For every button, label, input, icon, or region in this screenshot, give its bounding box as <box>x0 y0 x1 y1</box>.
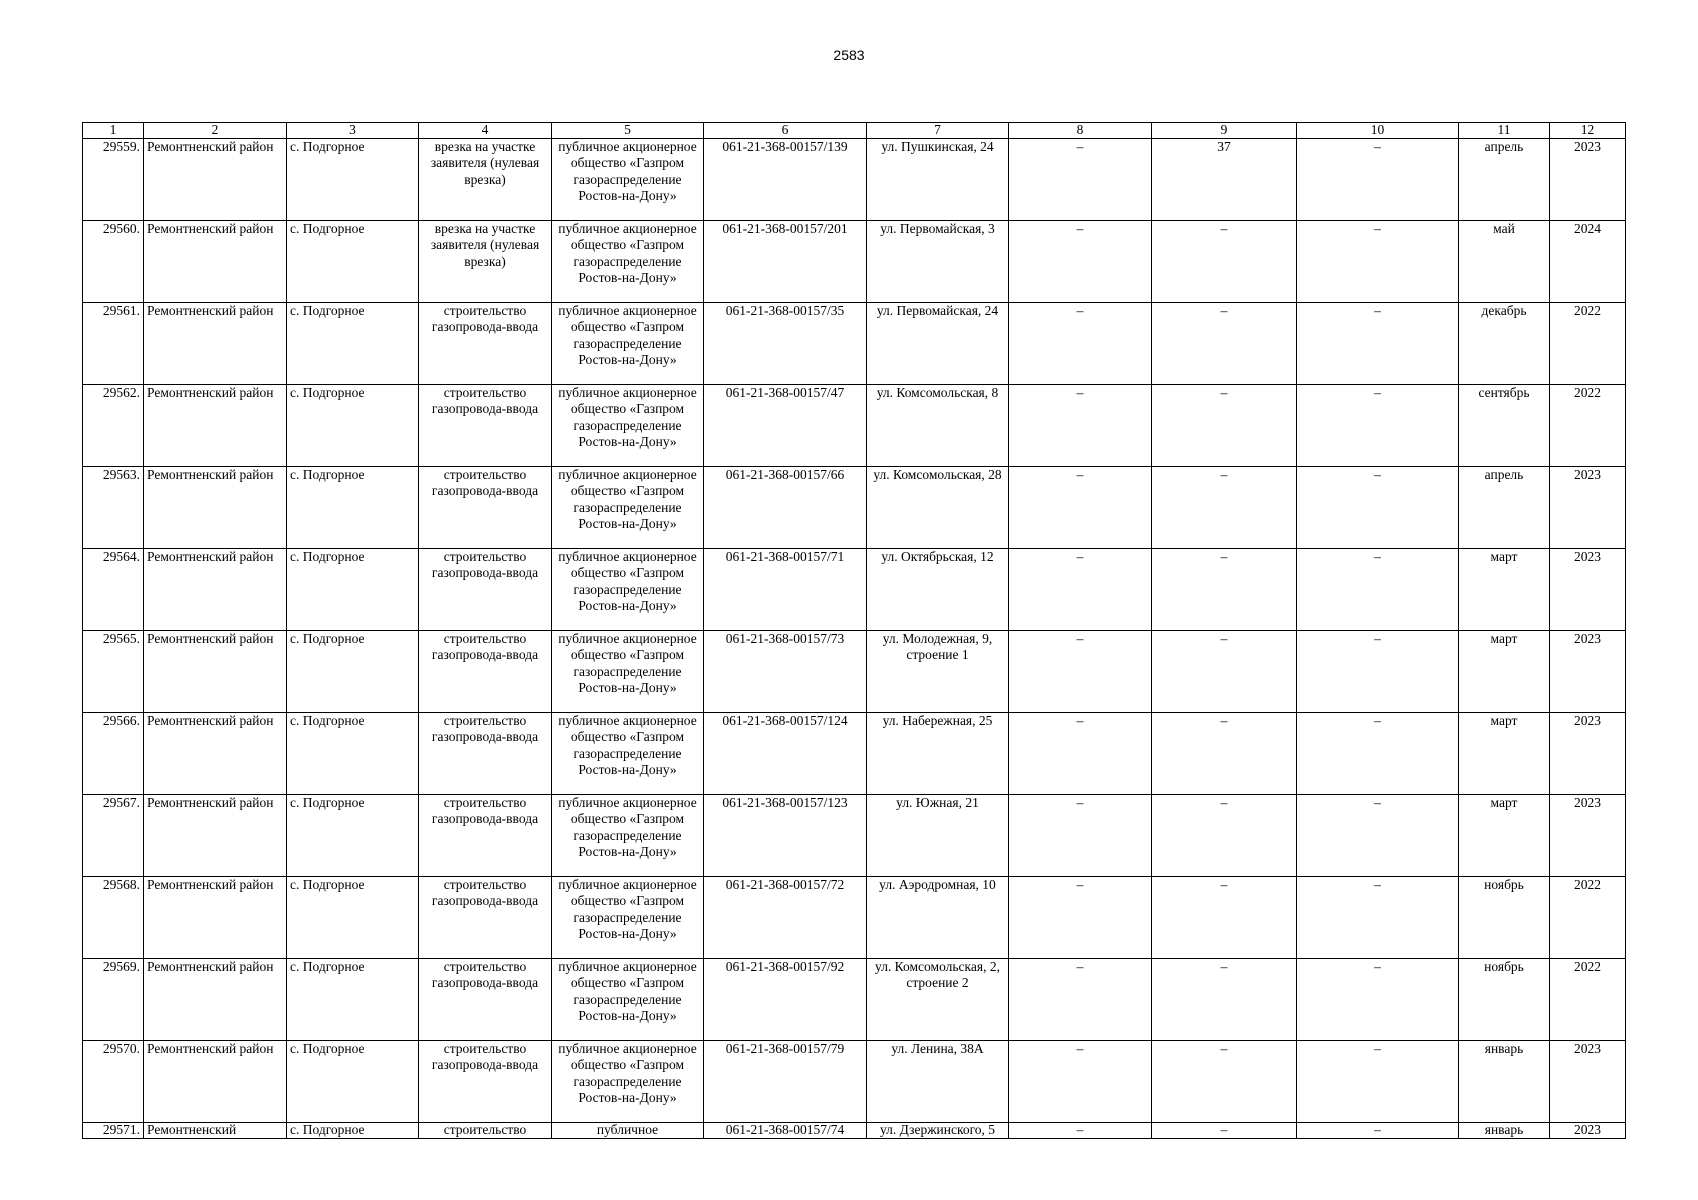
row-number: 29566. <box>83 713 144 795</box>
permit-number-cell: 061-21-368-00157/71 <box>704 549 867 631</box>
year-cell: 2023 <box>1550 549 1626 631</box>
column-10-cell: – <box>1297 1123 1459 1139</box>
column-9-cell: – <box>1152 1041 1297 1123</box>
column-10-cell: – <box>1297 631 1459 713</box>
column-number: 8 <box>1009 123 1152 139</box>
settlement-cell: с. Подгорное <box>287 549 419 631</box>
year-cell: 2023 <box>1550 1123 1626 1139</box>
district-cell: Ремонтненский район <box>144 877 287 959</box>
district-cell: Ремонтненский район <box>144 549 287 631</box>
address-cell: ул. Комсомольская, 8 <box>867 385 1009 467</box>
settlement-cell: с. Подгорное <box>287 139 419 221</box>
column-10-cell: – <box>1297 385 1459 467</box>
column-10-cell: – <box>1297 139 1459 221</box>
row-number: 29560. <box>83 221 144 303</box>
month-cell: апрель <box>1459 467 1550 549</box>
permit-number-cell: 061-21-368-00157/79 <box>704 1041 867 1123</box>
work-type-cell: строительство газопровода-ввода <box>419 303 552 385</box>
work-type-cell: строительство газопровода-ввода <box>419 713 552 795</box>
address-cell: ул. Набережная, 25 <box>867 713 1009 795</box>
work-type-cell: врезка на участке заявителя (нулевая врезка) <box>419 221 552 303</box>
column-8-cell: – <box>1009 467 1152 549</box>
table-row <box>83 467 1626 549</box>
month-cell: январь <box>1459 1041 1550 1123</box>
address-cell: ул. Южная, 21 <box>867 795 1009 877</box>
district-cell: Ремонтненский район <box>144 959 287 1041</box>
organization-cell: публичное акционерное общество «Газпром газораспределение Ростов-на-Дону» <box>552 1041 704 1123</box>
row-number: 29562. <box>83 385 144 467</box>
row-number: 29567. <box>83 795 144 877</box>
page-number: 2583 <box>833 47 865 63</box>
address-cell: ул. Октябрьская, 12 <box>867 549 1009 631</box>
column-8-cell: – <box>1009 959 1152 1041</box>
work-type-cell: врезка на участке заявителя (нулевая врезка) <box>419 139 552 221</box>
column-10-cell: – <box>1297 303 1459 385</box>
district-cell: Ремонтненский район <box>144 385 287 467</box>
table-row <box>83 1041 1626 1123</box>
table-row <box>83 877 1626 959</box>
work-type-cell: строительство газопровода-ввода <box>419 385 552 467</box>
column-9-cell: – <box>1152 221 1297 303</box>
column-10-cell: – <box>1297 959 1459 1041</box>
organization-cell: публичное <box>552 1123 704 1139</box>
table-row <box>83 549 1626 631</box>
column-10-cell: – <box>1297 713 1459 795</box>
settlement-cell: с. Подгорное <box>287 877 419 959</box>
work-type-cell: строительство газопровода-ввода <box>419 795 552 877</box>
work-type-cell: строительство газопровода-ввода <box>419 631 552 713</box>
permit-number-cell: 061-21-368-00157/201 <box>704 221 867 303</box>
table-row <box>83 1123 1626 1139</box>
month-cell: март <box>1459 713 1550 795</box>
column-number: 4 <box>419 123 552 139</box>
year-cell: 2022 <box>1550 877 1626 959</box>
column-9-cell: – <box>1152 1123 1297 1139</box>
address-cell: ул. Комсомольская, 2, строение 2 <box>867 959 1009 1041</box>
settlement-cell: с. Подгорное <box>287 795 419 877</box>
month-cell: январь <box>1459 1123 1550 1139</box>
column-number: 10 <box>1297 123 1459 139</box>
row-number: 29571. <box>83 1123 144 1139</box>
settlement-cell: с. Подгорное <box>287 1123 419 1139</box>
address-cell: ул. Аэродромная, 10 <box>867 877 1009 959</box>
settlement-cell: с. Подгорное <box>287 221 419 303</box>
month-cell: ноябрь <box>1459 877 1550 959</box>
row-number: 29568. <box>83 877 144 959</box>
permit-number-cell: 061-21-368-00157/123 <box>704 795 867 877</box>
organization-cell: публичное акционерное общество «Газпром газораспределение Ростов-на-Дону» <box>552 385 704 467</box>
year-cell: 2023 <box>1550 467 1626 549</box>
column-9-cell: – <box>1152 959 1297 1041</box>
work-type-cell: строительство газопровода-ввода <box>419 467 552 549</box>
settlement-cell: с. Подгорное <box>287 713 419 795</box>
column-9-cell: – <box>1152 713 1297 795</box>
column-9-cell: 37 <box>1152 139 1297 221</box>
column-8-cell: – <box>1009 1123 1152 1139</box>
settlement-cell: с. Подгорное <box>287 1041 419 1123</box>
row-number: 29565. <box>83 631 144 713</box>
column-8-cell: – <box>1009 303 1152 385</box>
column-number: 7 <box>867 123 1009 139</box>
organization-cell: публичное акционерное общество «Газпром газораспределение Ростов-на-Дону» <box>552 877 704 959</box>
table-row <box>83 959 1626 1041</box>
column-8-cell: – <box>1009 877 1152 959</box>
column-8-cell: – <box>1009 1041 1152 1123</box>
column-9-cell: – <box>1152 385 1297 467</box>
column-10-cell: – <box>1297 795 1459 877</box>
column-9-cell: – <box>1152 877 1297 959</box>
column-10-cell: – <box>1297 1041 1459 1123</box>
column-9-cell: – <box>1152 303 1297 385</box>
column-number-row <box>83 123 1626 139</box>
district-cell: Ремонтненский район <box>144 303 287 385</box>
permit-number-cell: 061-21-368-00157/74 <box>704 1123 867 1139</box>
table-row <box>83 303 1626 385</box>
organization-cell: публичное акционерное общество «Газпром газораспределение Ростов-на-Дону» <box>552 549 704 631</box>
column-9-cell: – <box>1152 631 1297 713</box>
district-cell: Ремонтненский район <box>144 139 287 221</box>
month-cell: апрель <box>1459 139 1550 221</box>
row-number: 29563. <box>83 467 144 549</box>
row-number: 29564. <box>83 549 144 631</box>
organization-cell: публичное акционерное общество «Газпром газораспределение Ростов-на-Дону» <box>552 631 704 713</box>
column-number: 9 <box>1152 123 1297 139</box>
year-cell: 2023 <box>1550 713 1626 795</box>
table-row <box>83 631 1626 713</box>
column-8-cell: – <box>1009 139 1152 221</box>
month-cell: декабрь <box>1459 303 1550 385</box>
permit-number-cell: 061-21-368-00157/72 <box>704 877 867 959</box>
district-cell: Ремонтненский район <box>144 795 287 877</box>
month-cell: март <box>1459 631 1550 713</box>
row-number: 29570. <box>83 1041 144 1123</box>
column-number: 6 <box>704 123 867 139</box>
column-number: 1 <box>83 123 144 139</box>
column-9-cell: – <box>1152 467 1297 549</box>
work-type-cell: строительство <box>419 1123 552 1139</box>
year-cell: 2022 <box>1550 385 1626 467</box>
settlement-cell: с. Подгорное <box>287 303 419 385</box>
organization-cell: публичное акционерное общество «Газпром газораспределение Ростов-на-Дону» <box>552 795 704 877</box>
district-cell: Ремонтненский район <box>144 713 287 795</box>
permit-number-cell: 061-21-368-00157/35 <box>704 303 867 385</box>
address-cell: ул. Пушкинская, 24 <box>867 139 1009 221</box>
organization-cell: публичное акционерное общество «Газпром газораспределение Ростов-на-Дону» <box>552 713 704 795</box>
settlement-cell: с. Подгорное <box>287 385 419 467</box>
settlement-cell: с. Подгорное <box>287 959 419 1041</box>
column-10-cell: – <box>1297 877 1459 959</box>
row-number: 29559. <box>83 139 144 221</box>
permit-number-cell: 061-21-368-00157/73 <box>704 631 867 713</box>
month-cell: май <box>1459 221 1550 303</box>
column-number: 12 <box>1550 123 1626 139</box>
permit-number-cell: 061-21-368-00157/92 <box>704 959 867 1041</box>
year-cell: 2023 <box>1550 795 1626 877</box>
year-cell: 2023 <box>1550 631 1626 713</box>
registry-table <box>82 122 1626 1139</box>
column-8-cell: – <box>1009 221 1152 303</box>
work-type-cell: строительство газопровода-ввода <box>419 1041 552 1123</box>
district-cell: Ремонтненский район <box>144 221 287 303</box>
table-row <box>83 139 1626 221</box>
year-cell: 2023 <box>1550 139 1626 221</box>
permit-number-cell: 061-21-368-00157/124 <box>704 713 867 795</box>
organization-cell: публичное акционерное общество «Газпром газораспределение Ростов-на-Дону» <box>552 959 704 1041</box>
table-row <box>83 385 1626 467</box>
month-cell: ноябрь <box>1459 959 1550 1041</box>
settlement-cell: с. Подгорное <box>287 467 419 549</box>
column-8-cell: – <box>1009 713 1152 795</box>
year-cell: 2022 <box>1550 959 1626 1041</box>
month-cell: сентябрь <box>1459 385 1550 467</box>
organization-cell: публичное акционерное общество «Газпром газораспределение Ростов-на-Дону» <box>552 221 704 303</box>
column-number: 5 <box>552 123 704 139</box>
district-cell: Ремонтненский район <box>144 631 287 713</box>
column-10-cell: – <box>1297 221 1459 303</box>
work-type-cell: строительство газопровода-ввода <box>419 877 552 959</box>
address-cell: ул. Первомайская, 3 <box>867 221 1009 303</box>
column-number: 11 <box>1459 123 1550 139</box>
district-cell: Ремонтненский район <box>144 1041 287 1123</box>
permit-number-cell: 061-21-368-00157/47 <box>704 385 867 467</box>
month-cell: март <box>1459 795 1550 877</box>
table-row <box>83 795 1626 877</box>
address-cell: ул. Молодежная, 9, строение 1 <box>867 631 1009 713</box>
row-number: 29561. <box>83 303 144 385</box>
work-type-cell: строительство газопровода-ввода <box>419 959 552 1041</box>
month-cell: март <box>1459 549 1550 631</box>
year-cell: 2022 <box>1550 303 1626 385</box>
row-number: 29569. <box>83 959 144 1041</box>
address-cell: ул. Комсомольская, 28 <box>867 467 1009 549</box>
table-body <box>83 123 1626 1139</box>
year-cell: 2023 <box>1550 1041 1626 1123</box>
district-cell: Ремонтненский <box>144 1123 287 1139</box>
column-9-cell: – <box>1152 795 1297 877</box>
organization-cell: публичное акционерное общество «Газпром газораспределение Ростов-на-Дону» <box>552 139 704 221</box>
column-8-cell: – <box>1009 795 1152 877</box>
column-9-cell: – <box>1152 549 1297 631</box>
organization-cell: публичное акционерное общество «Газпром газораспределение Ростов-на-Дону» <box>552 303 704 385</box>
column-number: 3 <box>287 123 419 139</box>
column-number: 2 <box>144 123 287 139</box>
settlement-cell: с. Подгорное <box>287 631 419 713</box>
organization-cell: публичное акционерное общество «Газпром газораспределение Ростов-на-Дону» <box>552 467 704 549</box>
column-10-cell: – <box>1297 549 1459 631</box>
address-cell: ул. Ленина, 38А <box>867 1041 1009 1123</box>
district-cell: Ремонтненский район <box>144 467 287 549</box>
year-cell: 2024 <box>1550 221 1626 303</box>
permit-number-cell: 061-21-368-00157/139 <box>704 139 867 221</box>
column-8-cell: – <box>1009 385 1152 467</box>
column-8-cell: – <box>1009 549 1152 631</box>
address-cell: ул. Первомайская, 24 <box>867 303 1009 385</box>
permit-number-cell: 061-21-368-00157/66 <box>704 467 867 549</box>
column-10-cell: – <box>1297 467 1459 549</box>
address-cell: ул. Дзержинского, 5 <box>867 1123 1009 1139</box>
table-row <box>83 713 1626 795</box>
work-type-cell: строительство газопровода-ввода <box>419 549 552 631</box>
column-8-cell: – <box>1009 631 1152 713</box>
table-row <box>83 221 1626 303</box>
